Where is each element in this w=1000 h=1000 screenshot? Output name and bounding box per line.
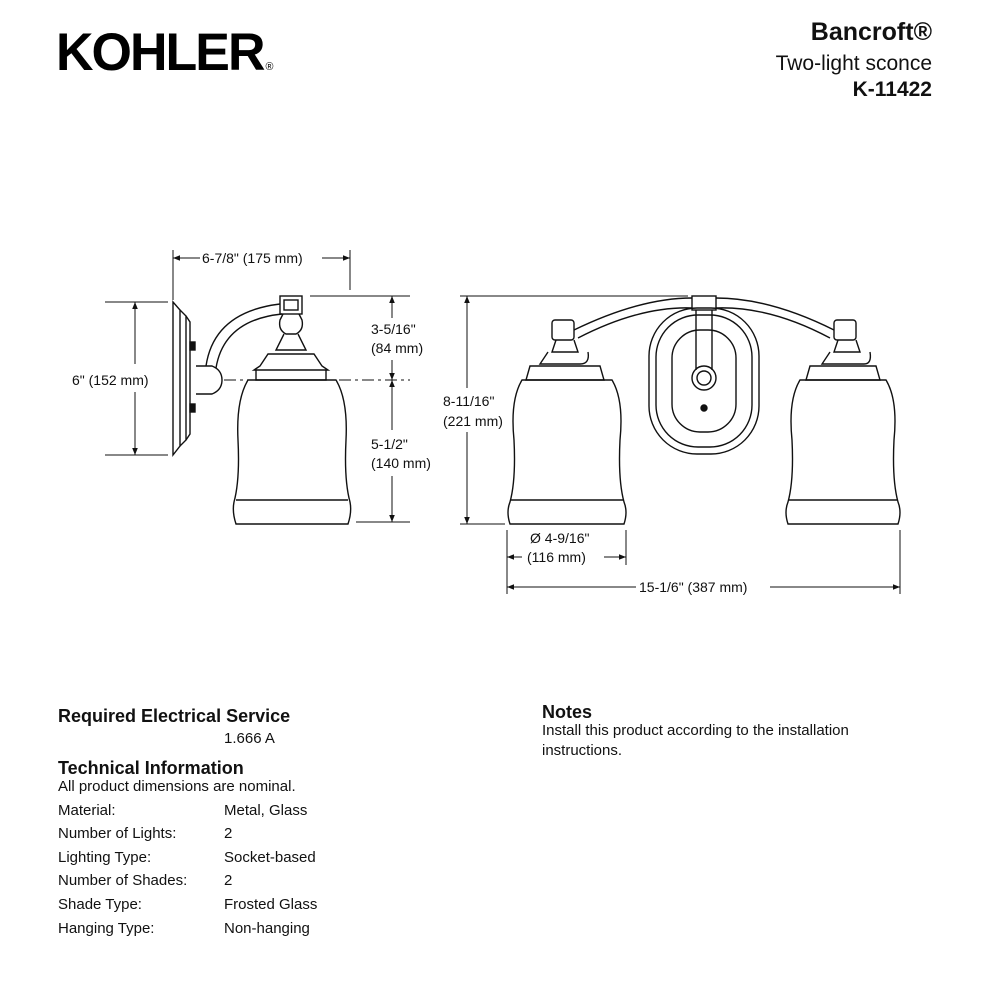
spec-value: 2	[224, 872, 233, 889]
technical-heading: Technical Information	[58, 758, 244, 778]
dim-overall-height-mm: (221 mm)	[443, 413, 503, 429]
electrical-heading: Required Electrical Service	[58, 706, 291, 726]
dim-overall-width: 15-1/6" (387 mm)	[639, 579, 748, 595]
dim-shade-diameter-in: Ø 4-9/16"	[530, 530, 590, 546]
spec-label: Number of Shades:	[58, 872, 188, 889]
spec-label: Number of Lights:	[58, 825, 177, 842]
product-description: Two-light sconce	[775, 52, 932, 75]
side-view	[173, 296, 351, 524]
dim-side-depth: 6-7/8" (175 mm)	[202, 250, 303, 266]
technical-note: All product dimensions are nominal.	[58, 778, 296, 795]
spec-value: Non-hanging	[224, 920, 310, 937]
notes-heading: Notes	[542, 702, 593, 722]
side-backplate	[173, 302, 180, 455]
spec-label: Hanging Type:	[58, 920, 155, 937]
dim-backplate-height: 6" (152 mm)	[72, 372, 149, 388]
registered-mark-icon: ®	[265, 61, 274, 73]
spec-value: Frosted Glass	[224, 896, 318, 913]
notes-line-2: instructions.	[542, 742, 623, 759]
product-name: Bancroft®	[810, 18, 932, 46]
spec-label: Lighting Type:	[58, 849, 152, 866]
spec-value: Metal, Glass	[224, 802, 308, 819]
dim-lower-height-in: 5-1/2"	[371, 436, 408, 452]
notes-line-1: Install this product according to the installation	[542, 722, 849, 739]
dim-upper-height-mm: (84 mm)	[371, 340, 424, 356]
spec-value: Socket-based	[224, 849, 316, 866]
front-view	[508, 296, 900, 524]
spec-label: Shade Type:	[58, 896, 142, 913]
dim-overall-height-in: 8-11/16"	[443, 393, 495, 409]
dim-shade-diameter-mm: (116 mm)	[527, 549, 586, 565]
dim-lower-height-mm: (140 mm)	[371, 455, 431, 471]
dim-upper-height-in: 3-5/16"	[371, 321, 416, 337]
spec-value: 2	[224, 825, 233, 842]
spec-label: Material:	[58, 802, 116, 819]
logo-text: KOHLER	[56, 23, 264, 82]
product-model-number: K-11422	[852, 78, 932, 101]
electrical-value: 1.666 A	[224, 730, 275, 747]
